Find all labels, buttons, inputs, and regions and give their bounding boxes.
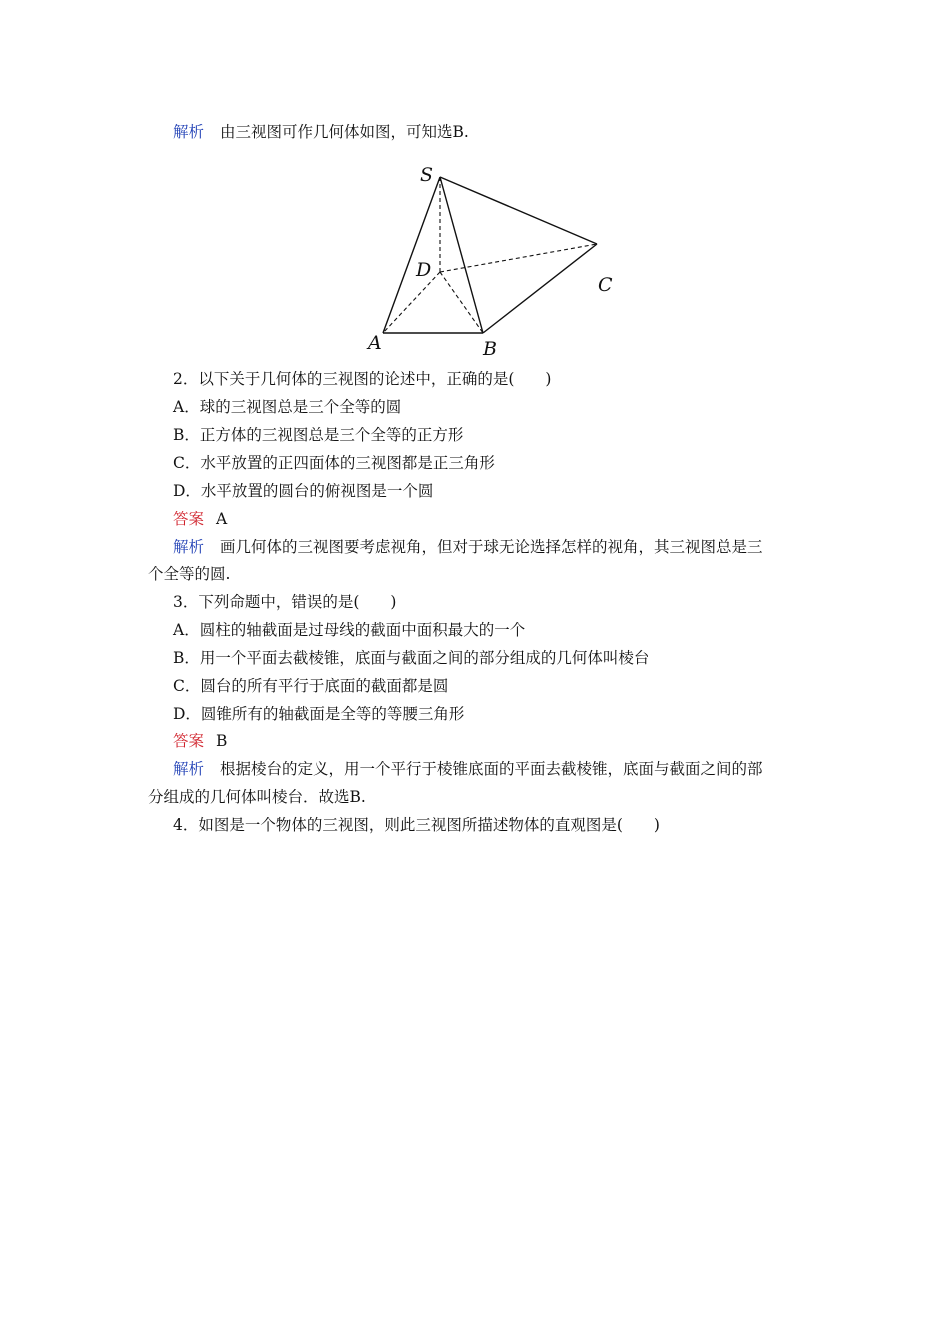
q1-analysis-line — [173, 122, 469, 142]
q2-analysis-text-2: 个全等的圆. — [148, 565, 231, 583]
pyramid-diagram — [362, 152, 624, 367]
vertex-label-B: B — [483, 338, 497, 360]
pyramid-figure — [362, 152, 624, 367]
vertex-label-A: A — [368, 332, 382, 354]
analysis-tag: 解析 — [173, 760, 205, 778]
q2-stem: 2．以下关于几何体的三视图的论述中，正确的是( ) — [173, 370, 552, 388]
edge-BC — [483, 244, 597, 333]
q3-option-d: D．圆锥所有的轴截面是全等的等腰三角形 — [173, 705, 465, 723]
q2-answer-line — [173, 509, 227, 529]
q3-analysis-text-2: 分组成的几何体叫棱台．故选B. — [148, 788, 366, 806]
vertex-label-D: D — [416, 259, 432, 281]
edge-SC — [440, 177, 597, 244]
q3-answer: B — [216, 732, 228, 750]
q3-stem: 3．下列命题中，错误的是( ) — [173, 593, 397, 611]
q3-analysis-text-1: 根据棱台的定义，用一个平行于棱锥底面的平面去截棱锥，底面与截面之间的部 — [220, 760, 763, 778]
q2-option-c: C．水平放置的正四面体的三视图都是正三角形 — [173, 454, 495, 472]
answer-tag: 答案 — [173, 732, 205, 750]
q2-option-b: B．正方体的三视图总是三个全等的正方形 — [173, 426, 464, 444]
q1-analysis-text: 由三视图可作几何体如图，可知选B. — [220, 123, 469, 141]
edge-DB — [440, 272, 483, 333]
q3-option-a: A．圆柱的轴截面是过母线的截面中面积最大的一个 — [173, 621, 526, 639]
vertex-label-S: S — [420, 164, 434, 186]
analysis-tag: 解析 — [173, 538, 205, 556]
q3-option-c: C．圆台的所有平行于底面的截面都是圆 — [173, 677, 449, 695]
q2-option-d: D．水平放置的圆台的俯视图是一个圆 — [173, 482, 434, 500]
answer-tag: 答案 — [173, 510, 205, 528]
q3-option-b: B．用一个平面去截棱锥，底面与截面之间的部分组成的几何体叫棱台 — [173, 649, 650, 667]
q4-stem: 4．如图是一个物体的三视图，则此三视图所描述物体的直观图是( ) — [173, 816, 660, 834]
edge-DA — [383, 272, 440, 333]
q2-analysis-text-1: 画几何体的三视图要考虑视角，但对于球无论选择怎样的视角，其三视图总是三 — [220, 538, 763, 556]
q2-analysis-line — [173, 537, 763, 557]
q2-option-a: A．球的三视图总是三个全等的圆 — [173, 398, 402, 416]
edge-SB — [440, 177, 483, 333]
q2-answer: A — [216, 510, 228, 528]
analysis-tag: 解析 — [173, 123, 205, 141]
q3-answer-line — [173, 731, 227, 751]
edge-DC — [440, 244, 597, 272]
edge-SA — [383, 177, 440, 333]
vertex-label-C: C — [598, 274, 613, 296]
q3-analysis-line — [173, 759, 763, 779]
